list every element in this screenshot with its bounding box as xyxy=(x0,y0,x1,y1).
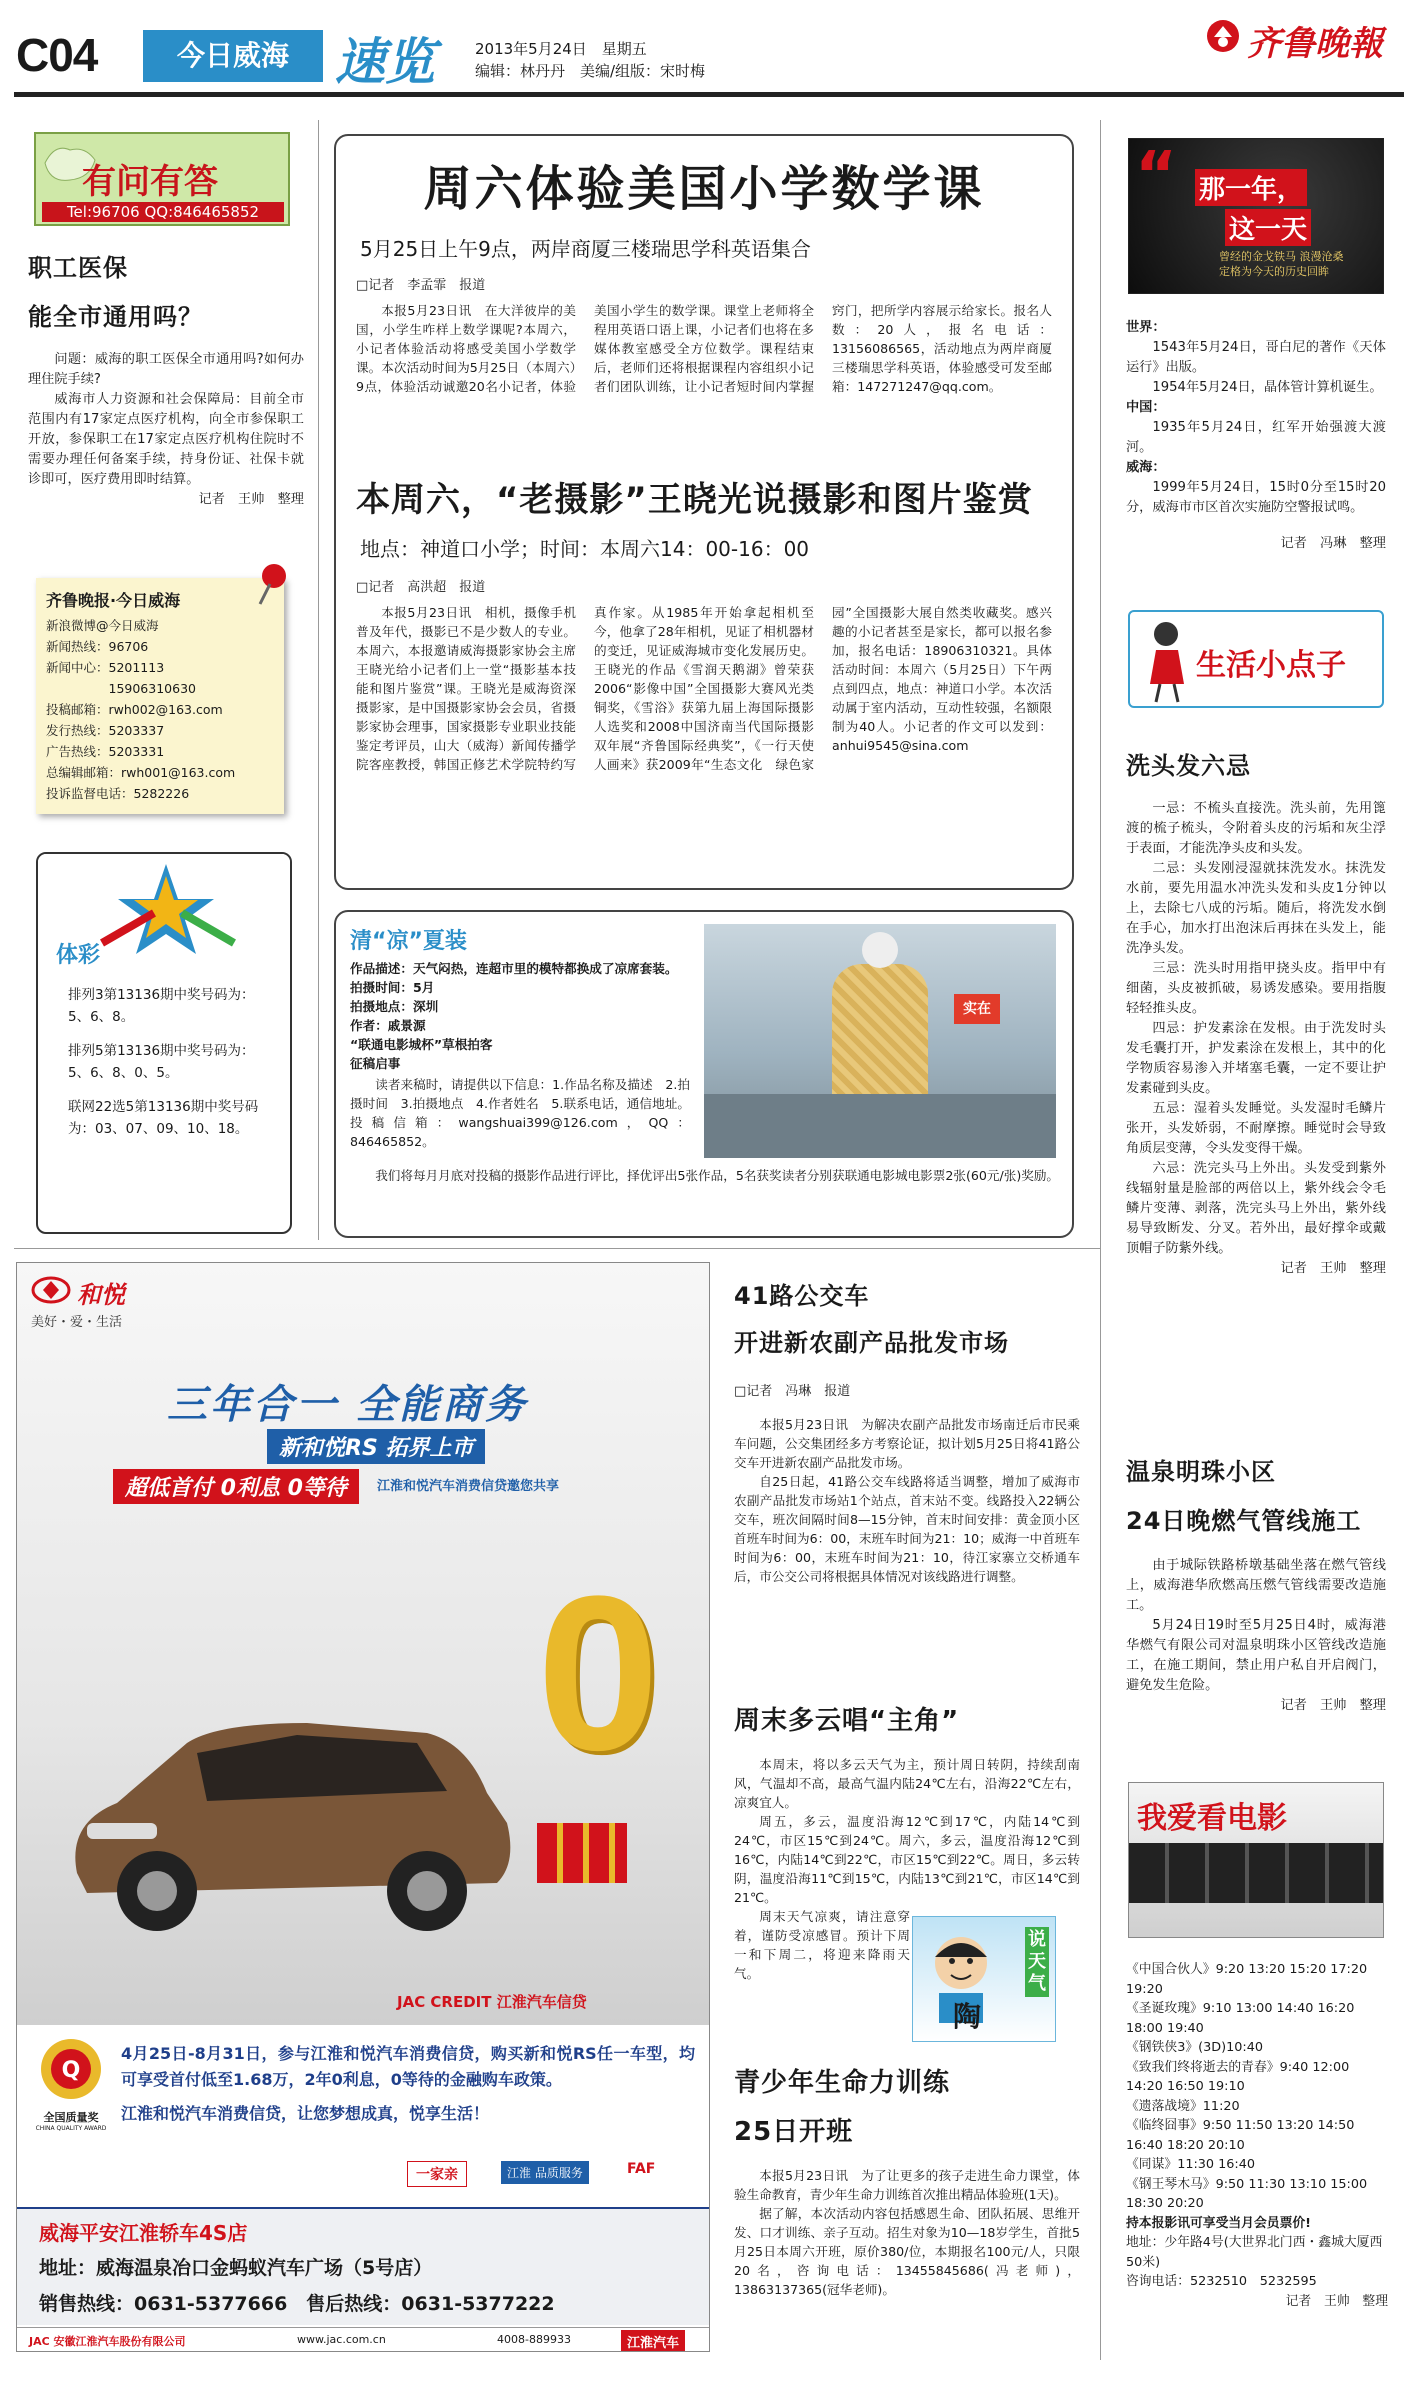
photo-line: 作品描述：天气闷热，连超市里的模特都换成了凉席套装。 xyxy=(350,961,678,976)
ad-promo: 超低首付 0利息 0等待 xyxy=(113,1469,359,1504)
movie-note: 持本报影讯可享受当月会员票价! xyxy=(1126,2215,1311,2231)
history-world-label: 世界： xyxy=(1126,320,1166,335)
youth-section xyxy=(734,2062,1080,2299)
issue-date: 2013年5月24日 星期五 xyxy=(475,40,647,58)
movie-item: 《中国合伙人》9:20 13:20 15:20 17:20 19:20 xyxy=(1126,1962,1368,1997)
ad-award-name: 全国质量奖 xyxy=(43,2111,99,2124)
photo-image xyxy=(704,924,1056,1158)
award-medal-icon xyxy=(31,2033,111,2105)
photo-line: 作者：戚景源 xyxy=(350,1018,426,1033)
weather-badge-char: 陶 xyxy=(953,2000,982,2033)
history-signature: 记者 冯琳 整理 xyxy=(1280,536,1386,551)
photo-line: 征稿启事 xyxy=(350,1056,401,1071)
paper-logo xyxy=(1205,14,1405,64)
story2-subtitle: 地点：神道口小学；时间：本周六14：00-16：00 xyxy=(360,537,810,561)
movie-signature: 记者 王帅 整理 xyxy=(1285,2293,1388,2309)
life-section xyxy=(1126,746,1386,1279)
weather-badge xyxy=(912,1916,1056,2042)
weather-p2: 周五，多云，温度沿海12℃到17℃，内陆14℃到24℃，市区15℃到24℃。周六，多云，温度沿海12℃到16℃，内陆14℃到22℃，市区15℃到22℃。周日，多云转阴，温度沿海11℃到15℃，内陆13℃到21℃，市区14℃到21℃。 xyxy=(734,1814,1080,1905)
youth-title-1: 青少年生命力训练 xyxy=(734,2068,951,2098)
lottery-item: 排列5第13136期中奖号码为：5、6、8、0、5。 xyxy=(68,1043,255,1081)
photo-line: “联通电影城杯”草根拍客 xyxy=(350,1037,493,1052)
lottery-box xyxy=(36,852,292,1234)
movie-item: 《钢王琴木马》9:50 11:30 13:10 15:00 18:30 20:20 xyxy=(1126,2176,1368,2211)
ad-sub-headline: 新和悦RS 拓界上市 xyxy=(267,1429,485,1464)
girl-icon xyxy=(1138,616,1198,706)
lottery-item: 排列3第13136期中奖号码为：5、6、8。 xyxy=(68,987,255,1025)
ad-dealer-address: 地址：威海温泉冶口金蚂蚁汽车广场（5号店） xyxy=(39,2257,433,2279)
film-strip xyxy=(1129,1843,1384,1903)
ad-headline: 三年合一 全能商务 xyxy=(167,1382,528,1428)
weather-title: 周末多云唱“主角” xyxy=(734,1706,960,1736)
jac-brand-icon xyxy=(31,1275,71,1305)
movie-item: 《同谋》11:30 16:40 xyxy=(1126,2157,1256,2172)
paper-logo-icon xyxy=(1205,18,1241,54)
history-banner-sub: 曾经的金戈铁马 浪漫沧桑 定格为今天的历史回眸 xyxy=(1219,250,1344,278)
lottery-banner xyxy=(38,854,290,974)
life-title: 洗头发六忌 xyxy=(1126,752,1251,780)
story1-title: 周六体验美国小学数学课 xyxy=(423,161,985,217)
ad-big-zero: 0 xyxy=(537,1550,660,1796)
life-tip: 一忌：不梳头直接洗。洗头前，先用篦渡的梳子梳头，令附着头皮的污垢和灰尘浮于表面，才能洗净头皮和头发。 xyxy=(1126,801,1386,856)
bus-section xyxy=(734,1276,1080,1586)
store-shelf xyxy=(704,1094,1056,1158)
ad-dealer-phones: 销售热线：0631-5377666 售后热线：0631-5377222 xyxy=(39,2293,555,2315)
ad-logo-2: 江淮 品质服务 xyxy=(501,2161,589,2184)
ad-footer-tag: 江淮汽车 xyxy=(621,2330,685,2352)
hotspring-title-1: 温泉明珠小区 xyxy=(1126,1458,1276,1486)
qa-section xyxy=(28,132,304,510)
column-name: 速览 xyxy=(335,32,435,91)
hotspring-p2: 5月24日19时至5月25日4时，威海港华燃气有限公司对温泉明珠小区管线改造施工，在施工期间，禁止用户私自开启阀门，避免发生危险。 xyxy=(1126,1618,1386,1693)
story1-body: 本报5月23日讯 在大洋彼岸的美国，小学生咋样上数学课呢?本周六，小记者体验活动将感受美国小学数学课。本次活动时间为5月25日（本周六）9点，体验活动诚邀20名小记者，体验美国小学生的数学课。课堂上老师将全程用英语口语上课，小记者们也将在多媒体教室感受全方位数学。课程结束后，老师们还将根据课程内容组织小记者们团队训练，让小记者短时间内掌握窍门，把所学内容展示给家长。报名人数：20人，报名电话：13156086565，活动地点为两岸商厦三楼瑞思学科英语，体验感受可发至邮箱：147271247@qq.com。 xyxy=(356,303,1052,394)
life-signature: 记者 王帅 整理 xyxy=(1280,1261,1386,1276)
ad-logo-1: 一家亲 xyxy=(407,2161,467,2187)
movie-banner xyxy=(1128,1782,1384,1938)
mannequin xyxy=(832,964,928,1114)
history-world-2: 1954年5月24日，晶体管计算机诞生。 xyxy=(1152,380,1383,395)
life-tip: 五忌：湿着头发睡觉。头发湿时毛鳞片张开，头发娇弱，不耐摩擦。睡觉时会导致角质层变薄，令头发变得干燥。 xyxy=(1126,1101,1386,1156)
life-tip: 四忌：护发素涂在发根。由于洗发时头发毛囊打开，护发素涂在发根上，其中的化学物质容易渗入并堵塞毛囊，一定不要让护发素碰到头皮。 xyxy=(1126,1021,1386,1096)
bus-p1: 本报5月23日讯 为解决农副产品批发市场南迁后市民乘车问题，公交集团经多方考察论证，拟计划5月25日将41路公交车开进新农副产品批发市场。 xyxy=(734,1417,1080,1470)
car-icon xyxy=(47,1673,527,1953)
hotspring-section xyxy=(1126,1452,1386,1716)
youth-title-2: 25日开班 xyxy=(734,2117,854,2147)
ad-dealer-panel xyxy=(17,2207,710,2325)
movie-item: 《临终囧事》9:50 11:50 13:20 14:50 16:40 18:20 20:10 xyxy=(1126,2118,1355,2153)
movie-item: 《圣诞玫瑰》9:10 13:00 14:40 16:20 18:00 19:40 xyxy=(1126,2001,1355,2036)
mannequin-head xyxy=(862,932,898,968)
ad-logo-3: FAF xyxy=(627,2161,656,2177)
bus-p2: 自25日起，41路公交车线路将适当调整，增加了威海市农副产品批发市场站1个站点，首末站不变。线路投入22辆公交车，班次间隔时间8—15分钟，首末时间安排：黄金顶小区首班车时间为6：00，末班车时间为21：10；威海一中首班车时间为6：00，末班车时间为21：10，待江家寨立交桥通车后，市公交公司将根据具体情况对该线路进行调整。 xyxy=(734,1474,1080,1584)
bus-byline: □记者 冯琳 报道 xyxy=(734,1384,851,1399)
qa-title-1: 职工医保 xyxy=(28,254,128,282)
contact-card xyxy=(36,578,284,814)
photo-line: 拍摄地点：深圳 xyxy=(350,999,439,1014)
ad-brand: 和悦 xyxy=(77,1281,125,1309)
history-china-label: 中国： xyxy=(1126,400,1166,415)
movie-tel: 咨询电话：5232510 5232595 xyxy=(1126,2274,1317,2289)
weather-badge-label: 说天气 xyxy=(1025,1927,1049,1997)
history-banner-title-1: 那一年， xyxy=(1195,169,1307,206)
contact-line: 广告热线：5203331 xyxy=(46,744,165,759)
page-number: C04 xyxy=(16,29,98,81)
editors: 编辑：林丹丹 美编/组版：宋时梅 xyxy=(475,62,706,80)
photo-notice: 读者来稿时，请提供以下信息：1.作品名称及描述 2.拍摄时间 3.拍摄地点 4.作者姓名 5.联系电话，通信地址。投稿信箱：wangshuai399@126.com，QQ：846465852。 xyxy=(350,1077,690,1149)
photo-frame xyxy=(334,910,1074,1238)
history-banner xyxy=(1128,138,1384,294)
movie-item: 《遗落战境》11:20 xyxy=(1126,2098,1240,2114)
life-tip: 二忌：头发刚浸湿就抹洗发水。抹洗发水前，要先用温水冲洗头发和头皮1分钟以上，去除七八成的污垢。随后，将洗发水倒在手心，加水打出泡沫后再抹在头发上，能洗净头发。 xyxy=(1126,861,1386,956)
qa-banner xyxy=(34,132,290,226)
column-rule xyxy=(1100,120,1101,2360)
history-weihai-label: 威海： xyxy=(1126,460,1166,475)
movie-banner-title: 我爱看电影 xyxy=(1137,1801,1287,1836)
history-section xyxy=(1126,318,1386,554)
life-tip: 三忌：洗头时用指甲挠头皮。指甲中有细菌，头皮被抓破，易诱发感染。要用指腹轻轻推头皮。 xyxy=(1126,961,1386,1016)
ad-dealer-name: 威海平安江淮轿车4S店 xyxy=(39,2221,248,2245)
story2-body: 本报5月23日讯 相机，摄像手机普及年代，摄影已不是少数人的专业。本周六，本报邀请威海摄影家协会主席王晓光给小记者们上一堂“摄影基本技能和图片鉴赏”课。王晓光是威海资深摄影家，是中国摄影家协会会员，省摄影家协会理事，国家摄影专业职业技能鉴定考评员，山大（威海）新闻传播学院客座教授，韩国正修艺术学院特约写真作家。从1985年开始拿起相机至今，他拿了28年相机，见证了相机器材的变迁，见证威海城市变化发展历史。王晓光的作品《雪润天鹅湖》曾荣获2006“影像中国”全国摄影大赛风光类铜奖，《雪浴》获第九届上海国际摄影人选奖和2008中国济南当代国际摄影双年展“齐鲁国际经典奖”，《一行天使人画来》获2009年“生态文化 绿色家园”全国摄影大展自然类收藏奖。感兴趣的小记者甚至是家长，都可以报名参加，报名电话：18906310321。具体活动时间：本周六（5月25日）下午两点到四点，地点：神道口小学。本次活动属于室内活动，互动性较强，名额限制为40人。小记者的作文可以发到：anhui9545@sina.com xyxy=(356,605,1052,772)
ad-slogan: 美好・爱・生活 xyxy=(31,1315,123,1330)
contact-line: 总编辑邮箱：rwh001@163.com xyxy=(46,765,236,780)
weather-p1: 本周末，将以多云天气为主，预计周日转阴，持续刮南风，气温却不高，最高气温内陆24℃左右，沿海22℃左右，凉爽宜人。 xyxy=(734,1757,1080,1810)
hotspring-p1: 由于城际铁路桥墩基础坐落在燃气管线上，威海港华欣燃高压燃气管线需要改造施工。 xyxy=(1126,1558,1386,1613)
bus-title-2: 开进新农副产品批发市场 xyxy=(734,1329,1009,1357)
life-banner xyxy=(1128,610,1384,708)
contact-title: 齐鲁晚报·今日威海 xyxy=(46,591,181,610)
contact-line: 新浪微博@今日威海 xyxy=(46,618,159,633)
ad-footer-web: www.jac.com.cn xyxy=(297,2333,386,2346)
movie-section xyxy=(1126,1960,1388,2312)
qa-banner-contact: Tel:96706 QQ:846465852 xyxy=(42,202,284,222)
gift-boxes xyxy=(537,1823,627,1883)
youth-p1: 本报5月23日讯 为了让更多的孩子走进生命力课堂，体验生命教育，青少年生命力训练首次推出精品体验班(1天)。 xyxy=(734,2168,1080,2202)
ad-award-en: CHINA QUALITY AWARD xyxy=(35,2125,107,2132)
photo-line: 拍摄时间：5月 xyxy=(350,980,435,995)
contact-line: 投稿邮箱：rwh002@163.com xyxy=(46,702,223,717)
weather-p3: 周末天气凉爽，请注意穿着，谨防受凉感冒。预计下周一和下周二，将迎来降雨天气。 xyxy=(734,1909,910,1981)
pushpin-icon xyxy=(252,560,292,608)
story2-byline: □记者 高洪超 报道 xyxy=(356,580,486,595)
column-rule xyxy=(318,120,319,1240)
movie-item: 《钢铁侠3》(3D)10:40 xyxy=(1126,2040,1263,2055)
ad-promo-note: 江淮和悦汽车消费信贷邀您共享 xyxy=(377,1479,560,1494)
ad-offer-2: 江淮和悦汽车消费信贷，让您梦想成真，悦享生活！ xyxy=(121,2104,490,2123)
stories-frame xyxy=(334,134,1074,890)
movie-address: 地址：少年路4号(大世界北门西・鑫城大厦西50米) xyxy=(1126,2235,1383,2270)
qa-title-2: 能全市通用吗？ xyxy=(28,303,203,331)
story1-subtitle: 5月25日上午9点，两岸商厦三楼瑞思学科英语集合 xyxy=(360,237,811,261)
life-tip: 六忌：洗完头马上外出。头发受到紫外线辐射量是脸部的两倍以上，紫外线会令毛鳞片变薄、剥落，洗完头马上外出，紫外线易导致断发、分叉。若外出，最好撑伞或戴顶帽子防紫外线。 xyxy=(1126,1161,1386,1256)
contact-line: 新闻中心：5201113 xyxy=(46,660,165,675)
section-rule xyxy=(14,1248,1100,1249)
lottery-item: 联网22选5第13136期中奖号码为：03、07、09、10、18。 xyxy=(68,1099,259,1137)
contact-line: 发行热线：5203337 xyxy=(46,723,165,738)
contact-line: 15906310630 xyxy=(46,681,196,696)
ad-award-badge xyxy=(31,2033,111,2133)
hotspring-title-2: 24日晚燃气管线施工 xyxy=(1126,1507,1362,1535)
masthead xyxy=(0,0,1417,100)
photo-text xyxy=(350,924,690,1151)
section-name: 今日威海 xyxy=(143,30,323,82)
qa-signature: 记者 王帅 整理 xyxy=(198,492,304,507)
qa-banner-title: 有问有答 xyxy=(82,162,218,202)
story2-title: 本周六，“老摄影”王晓光说摄影和图片鉴赏 xyxy=(356,480,1033,520)
youth-p2: 据了解，本次活动内容包括感恩生命、团队拓展、思维开发、口才训练、亲子互动。招生对象为10—18岁学生，首批5月25日本周六开班，原价380/位，本期报名100元/人，只限20名，咨询电话：13455845686(冯老师)，13863137365(冠华老师)。 xyxy=(734,2206,1080,2297)
qa-answer: 威海市人力资源和社会保障局：目前全市范围内有17家定点医疗机构，向全市参保职工开放，参保职工在17家定点医疗机构住院时不需要办理任何备案手续，持身份证、社保卡就诊即可，医疗费用即时结算。 xyxy=(28,392,304,487)
photo-title: 清“凉”夏装 xyxy=(350,929,467,954)
ad-footer-brand: JAC 安徽江淮汽车股份有限公司 xyxy=(29,2335,186,2348)
ad-footer-hotline: 4008-889933 xyxy=(497,2333,571,2346)
photo-award: 我们将每月月底对投稿的摄影作品进行评比，择优评出5张作品，5名获奖读者分别获联通电影城电影票2张(60元/张)奖励。 xyxy=(375,1168,1060,1183)
car-ad xyxy=(16,1262,710,2352)
movie-item: 《致我们终将逝去的青春》9:40 12:00 14:20 16:50 19:10 xyxy=(1126,2059,1350,2094)
story1-byline: □记者 李孟霏 报道 xyxy=(356,278,486,293)
lottery-banner-title: 体彩 xyxy=(56,943,101,968)
history-quote: “ xyxy=(1135,139,1178,213)
price-tag: 实在 xyxy=(954,994,1000,1024)
ad-credit: JAC CREDIT 江淮汽车信贷 xyxy=(397,1993,587,2011)
bus-title-1: 41路公交车 xyxy=(734,1282,870,1310)
contact-line: 投诉监督电话：5282226 xyxy=(46,786,190,801)
svg-text:Q: Q xyxy=(61,2058,81,2083)
history-banner-title-2: 这一天 xyxy=(1225,209,1311,246)
hotspring-signature: 记者 王帅 整理 xyxy=(1280,1698,1386,1713)
contact-line: 新闻热线：96706 xyxy=(46,639,149,654)
masthead-rule xyxy=(14,92,1404,97)
ad-footer xyxy=(17,2327,710,2352)
history-weihai-1: 1999年5月24日，15时0分至15时20分，威海市市区首次实施防空警报试鸣。 xyxy=(1126,480,1386,515)
qa-question: 问题：威海的职工医保全市通用吗?如何办理住院手续? xyxy=(28,352,304,387)
life-banner-title: 生活小点子 xyxy=(1196,648,1346,683)
paper-name: 齐鲁晚報 xyxy=(1247,24,1383,64)
history-world-1: 1543年5月24日，哥白尼的著作《天体运行》出版。 xyxy=(1126,340,1386,375)
history-china-1: 1935年5月24日，红军开始强渡大渡河。 xyxy=(1126,420,1386,455)
ad-offer: 4月25日-8月31日，参与江淮和悦汽车消费信贷，购买新和悦RS任一车型，均可享受首付低至1.68万，2年0利息，0等待的金融购车政策。 xyxy=(121,2044,695,2089)
